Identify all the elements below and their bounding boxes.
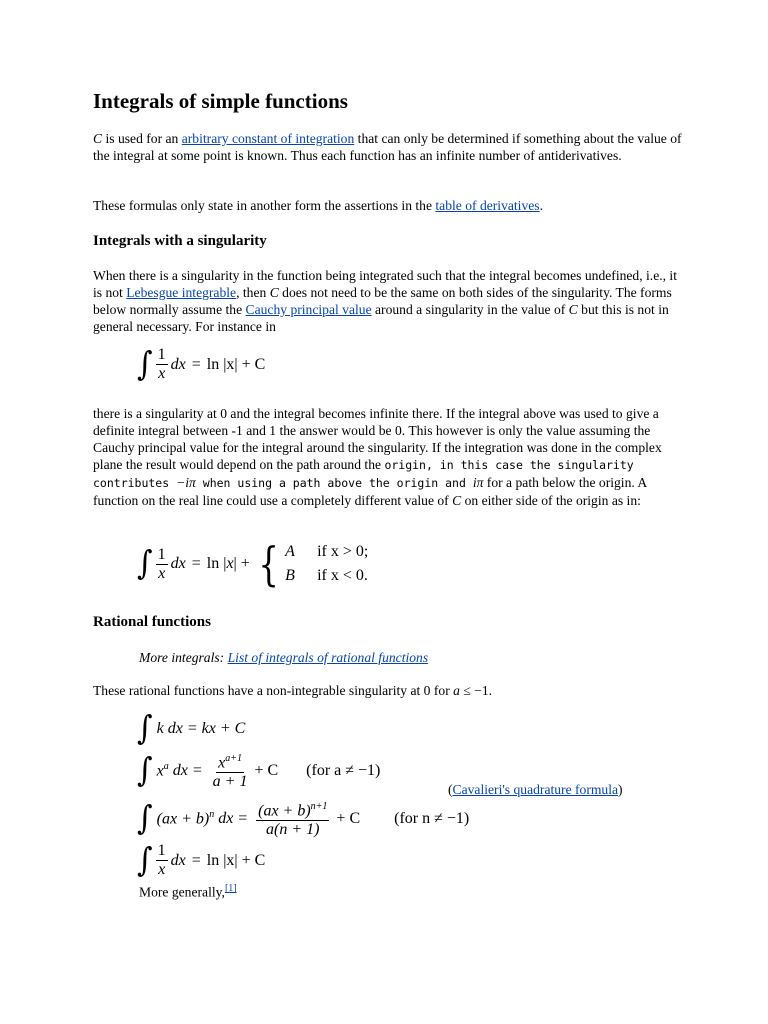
rational-paragraph bbox=[93, 682, 683, 699]
sing-text-4: around a singularity in the value of bbox=[371, 302, 569, 317]
equation-kdx bbox=[137, 709, 246, 748]
constant-c: C bbox=[568, 302, 578, 317]
more-generally bbox=[139, 880, 729, 901]
denominator: x bbox=[158, 365, 166, 382]
linear-denominator: a(n + 1) bbox=[266, 821, 320, 839]
integral-sign: ∫ bbox=[137, 798, 153, 838]
paren-open: ( bbox=[448, 782, 453, 797]
more-label: More integrals: bbox=[139, 650, 228, 665]
x-to-a bbox=[157, 761, 169, 780]
expl-text-3: on either side of the origin as in: bbox=[461, 493, 641, 508]
equals: = bbox=[191, 355, 201, 373]
constant-c: C bbox=[269, 285, 279, 300]
singularity-paragraph bbox=[93, 267, 683, 335]
integral-sign: ∫ bbox=[137, 750, 153, 790]
cavalieri-note bbox=[448, 781, 688, 798]
integral-sign: ∫ bbox=[137, 840, 153, 880]
numerator: 1 bbox=[157, 545, 166, 563]
link-cavalieri[interactable]: Cavalieri's quadrature formula bbox=[452, 782, 619, 797]
plus: + bbox=[240, 555, 250, 572]
equation-power bbox=[137, 750, 380, 791]
denominator: x bbox=[158, 861, 166, 878]
log-abs: ln |x| bbox=[206, 555, 237, 572]
dx-equals: dx = bbox=[214, 809, 249, 827]
case-b-cond: if x < 0. bbox=[317, 567, 368, 584]
plus-c: + C bbox=[336, 809, 361, 827]
constant-c: C bbox=[452, 493, 462, 508]
intro-paragraph bbox=[93, 130, 683, 164]
i-pi: iπ bbox=[472, 475, 484, 490]
dx: dx bbox=[170, 355, 186, 373]
case-b: B bbox=[285, 567, 295, 584]
integral-sign: ∫ bbox=[137, 709, 153, 748]
expl-text-2: for a path below the origin. A function on the real line could use a completely different value of bbox=[93, 475, 647, 508]
equation-log-integral bbox=[137, 346, 265, 383]
x-base: x bbox=[218, 754, 226, 772]
axb-base: (ax + b) bbox=[156, 810, 210, 828]
more-generally-text: More generally, bbox=[139, 884, 225, 900]
sing-text-3: does not need to be the same on both sides of the singularity. The forms below normally assume the bbox=[93, 285, 672, 317]
integral-sign: ∫ bbox=[137, 344, 153, 384]
rational-text-2: ≤ −1. bbox=[459, 683, 493, 698]
equals: = bbox=[191, 851, 201, 869]
dx: dx bbox=[170, 555, 186, 572]
link-lebesgue-integrable[interactable]: Lebesgue integrable bbox=[126, 285, 237, 300]
fraction-one-over-x bbox=[156, 346, 168, 383]
integral-sign: ∫ bbox=[137, 544, 153, 583]
dx-equals: dx = bbox=[168, 761, 203, 779]
heading-rational: Rational functions bbox=[93, 614, 211, 630]
axb-to-n bbox=[157, 809, 215, 828]
numerator: 1 bbox=[157, 842, 166, 859]
intro-text-1: is used for an bbox=[102, 131, 182, 146]
left-brace: { bbox=[258, 537, 279, 591]
rational-text-1: These rational functions have a non-integrable singularity at 0 for bbox=[93, 683, 454, 698]
intro-text-2: that can only be determined if something about the value of the integral at some point is known. Thus each function has an infinite number of antiderivatives. bbox=[93, 131, 682, 163]
equals: = bbox=[191, 555, 201, 572]
case-a-row bbox=[285, 540, 368, 564]
page-title: Integrals of simple functions bbox=[93, 89, 348, 113]
log-result: ln |x| + C bbox=[206, 851, 266, 869]
log-result: ln |x| + C bbox=[206, 355, 266, 373]
constant-c: C bbox=[93, 131, 103, 146]
cases bbox=[285, 540, 368, 588]
kdx-formula: k dx = kx + C bbox=[156, 720, 246, 737]
sing-text-5: but this is not in general necessary. For instance in bbox=[93, 302, 669, 334]
equation-piecewise bbox=[137, 537, 369, 591]
exp-a1: a+1 bbox=[225, 753, 242, 764]
fraction-one-over-x bbox=[156, 546, 168, 583]
sing-text-2: , then bbox=[236, 285, 270, 300]
link-list-rational-integrals[interactable]: List of integrals of rational functions bbox=[227, 650, 429, 665]
power-denominator: a + 1 bbox=[212, 773, 248, 791]
sing-text-1: When there is a singularity in the function being integrated such that the integral becomes undefined, i.e., it is not bbox=[93, 268, 677, 300]
numerator: 1 bbox=[157, 346, 166, 363]
link-cauchy-principal-value[interactable]: Cauchy principal value bbox=[245, 302, 372, 317]
power-numerator bbox=[216, 750, 244, 773]
condition-a: (for a ≠ −1) bbox=[306, 761, 381, 779]
axb-base: (ax + b) bbox=[258, 802, 311, 820]
case-b-row bbox=[285, 564, 368, 588]
fraction-one-over-x bbox=[156, 842, 168, 879]
link-table-of-derivatives[interactable]: table of derivatives bbox=[435, 198, 540, 213]
denominator: x bbox=[158, 564, 166, 582]
exp-n: n bbox=[209, 809, 215, 820]
x-base: x bbox=[156, 762, 164, 780]
fraction-linear bbox=[256, 798, 329, 839]
exp-a: a bbox=[163, 761, 169, 772]
linear-numerator bbox=[256, 798, 329, 821]
link-arbitrary-constant[interactable]: arbitrary constant of integration bbox=[181, 131, 355, 146]
formulas-text-1: These formulas only state in another form the assertions in the bbox=[93, 198, 436, 213]
equation-linear-power bbox=[137, 798, 469, 839]
expl-text-1: there is a singularity at 0 and the integral becomes infinite there. If the integral above was used to give a definite integral between -1 and 1 the answer would be 0. This however is only the value assuming the Cauchy principal value for the integral around the singularity. If the integration was done in the complex plane the result would depend on the path around the bbox=[93, 406, 662, 472]
case-a-cond: if x > 0; bbox=[317, 543, 369, 560]
variable-a: a bbox=[453, 683, 460, 698]
exp-n1: n+1 bbox=[310, 801, 328, 812]
condition-n: (for n ≠ −1) bbox=[394, 809, 470, 827]
footnote-link[interactable]: [1] bbox=[224, 883, 237, 894]
formulas-text-2: . bbox=[539, 198, 543, 213]
fraction-power bbox=[211, 750, 250, 791]
equation-log-integral-2 bbox=[137, 842, 265, 879]
expl-mono-1: origin, in this case the singularity contributes bbox=[93, 458, 634, 490]
dx: dx bbox=[170, 851, 186, 869]
more-integrals bbox=[139, 649, 729, 666]
plus-c: + C bbox=[254, 761, 279, 779]
expl-mono-2: when using a path above the origin and bbox=[195, 476, 473, 490]
singularity-explanation bbox=[93, 405, 683, 509]
minus-i-pi: −iπ bbox=[176, 475, 196, 490]
paren-close: ) bbox=[618, 782, 623, 797]
formulas-paragraph bbox=[93, 197, 683, 214]
heading-singularity: Integrals with a singularity bbox=[93, 233, 267, 249]
case-a: A bbox=[285, 543, 295, 560]
